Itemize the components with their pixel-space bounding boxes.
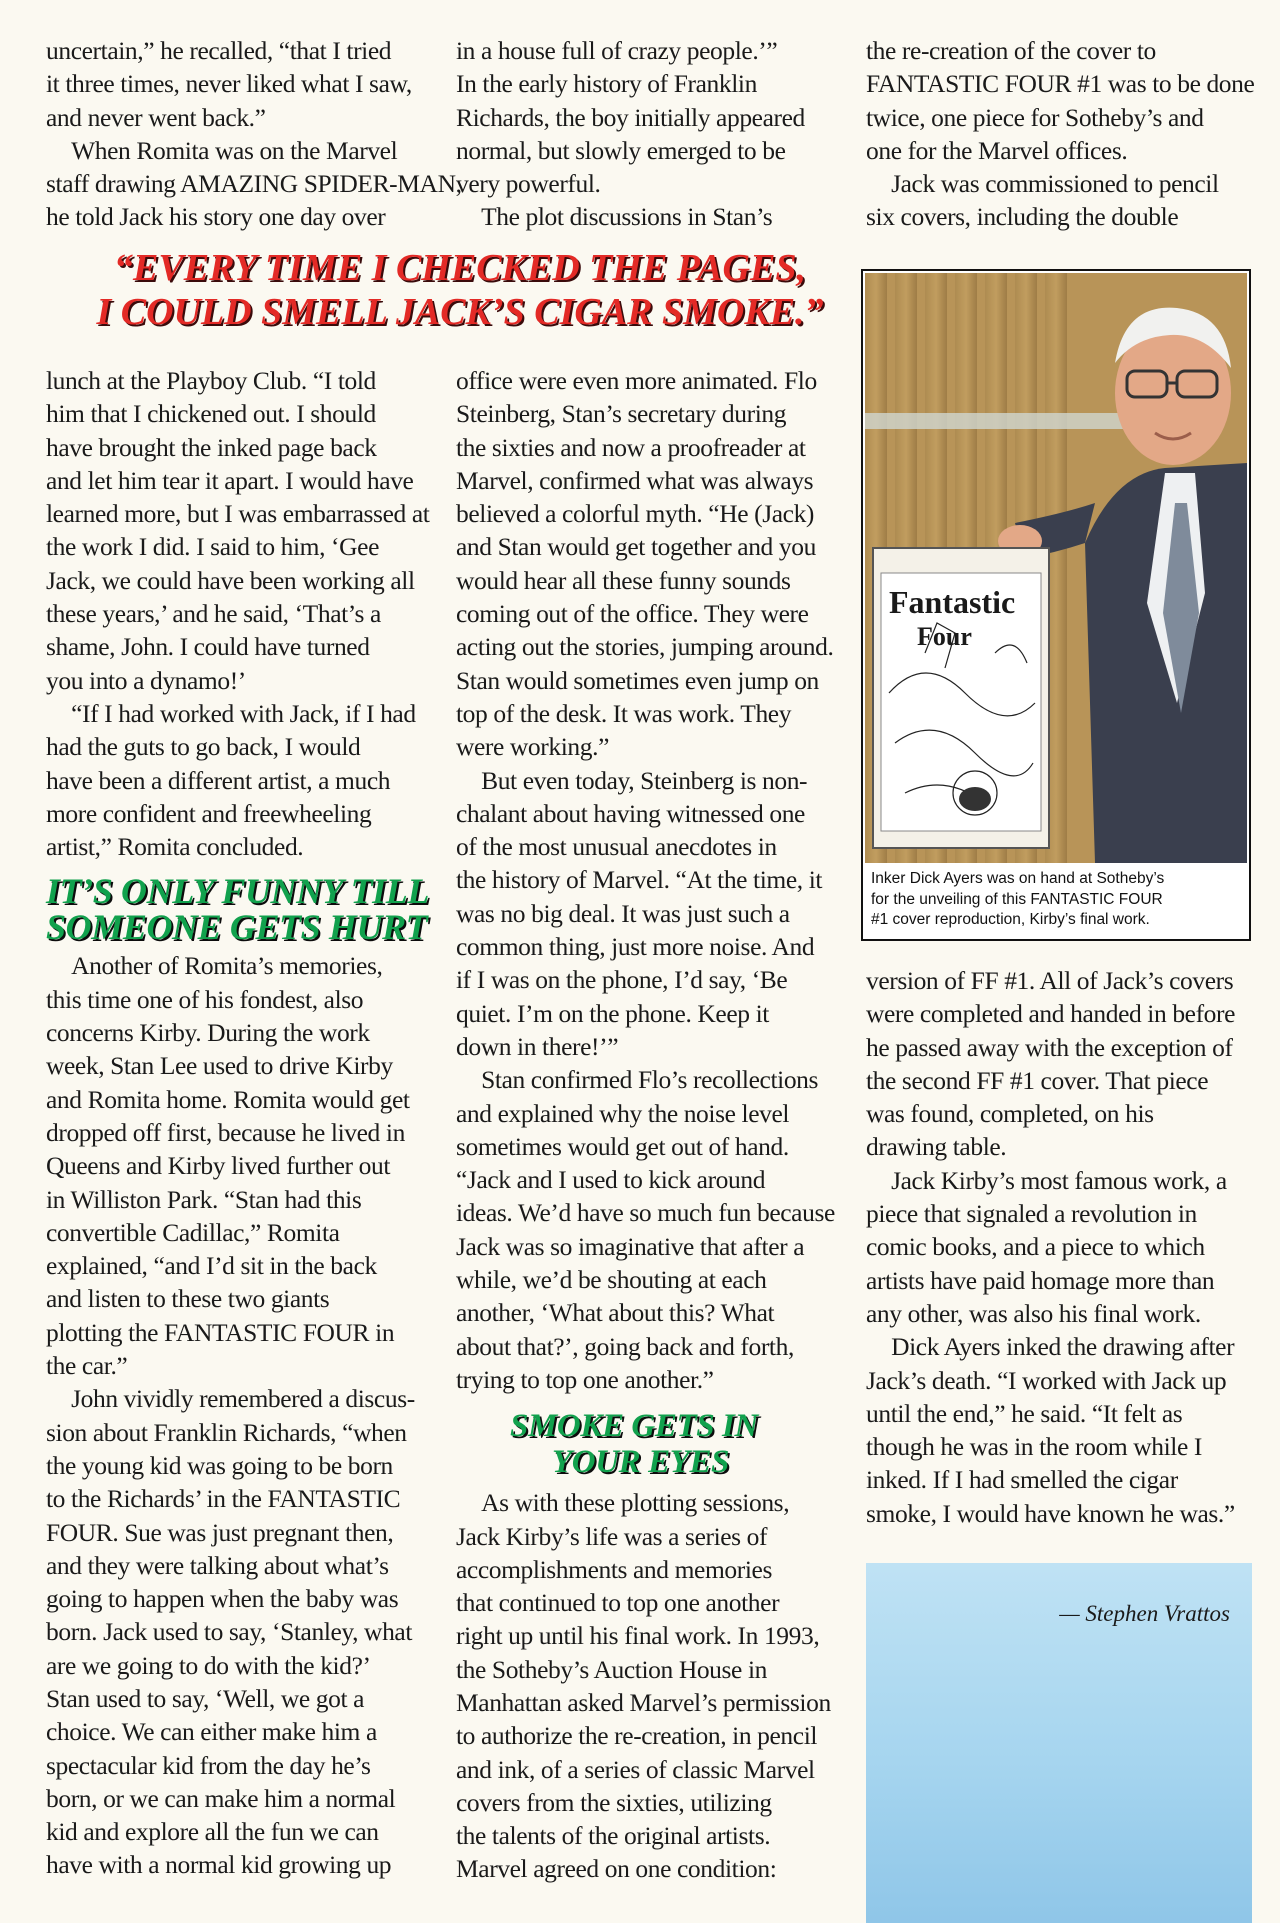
column-3-body xyxy=(866,964,1261,1530)
text-line: believed a colorful myth. “He (Jack) xyxy=(456,499,815,529)
cover-title: Fantastic xyxy=(889,584,1016,620)
text-line: are we going to do with the kid?’ xyxy=(46,1650,371,1680)
text-line: drawing table. xyxy=(866,1132,1007,1162)
photo-illustration xyxy=(865,273,1247,863)
text-line: plotting the FANTASTIC FOUR in xyxy=(46,1317,395,1347)
caption-line: #1 cover reproduction, Kirby’s final work. xyxy=(871,911,1150,928)
text-line: any other, was also his final work. xyxy=(866,1298,1201,1328)
text-line: have with a normal kid growing up xyxy=(46,1850,392,1880)
byline: — Stephen Vrattos xyxy=(1059,1601,1230,1626)
text-line: inked. If I had smelled the cigar xyxy=(866,1465,1178,1495)
column-3-top xyxy=(866,34,1261,234)
text-line: the sixties and now a proofreader at xyxy=(456,432,806,462)
text-line: artist,” Romita concluded. xyxy=(46,832,304,862)
text-line: and let him tear it apart. I would have xyxy=(46,465,414,495)
text-line: shame, John. I could have turned xyxy=(46,632,370,662)
text-line: kid and explore all the fun we can xyxy=(46,1817,379,1847)
column-2-top xyxy=(456,34,851,234)
pull-quote-line: “EVERY TIME I CHECKED THE PAGES, xyxy=(114,247,806,289)
text-line: lunch at the Playboy Club. “I told xyxy=(46,366,376,395)
text-line: Stan confirmed Flo’s recollections xyxy=(456,1065,819,1095)
text-line: and explained why the noise level xyxy=(456,1098,790,1128)
text-line: When Romita was on the Marvel xyxy=(46,135,398,165)
text-line: dropped off first, because he lived in xyxy=(46,1117,405,1147)
text-line: very powerful. xyxy=(456,169,601,199)
text-line: FANTASTIC FOUR #1 was to be done xyxy=(866,69,1255,99)
cover-title: Four xyxy=(917,622,972,651)
text-line: trying to top one another.” xyxy=(456,1364,714,1394)
text-line: quiet. I’m on the phone. Keep it xyxy=(456,998,769,1028)
text-line: Manhattan asked Marvel’s permission xyxy=(456,1687,831,1717)
pull-quote xyxy=(60,246,860,334)
text-line: of the most unusual anecdotes in xyxy=(456,832,777,862)
text-line: FOUR. Sue was just pregnant then, xyxy=(46,1517,394,1547)
text-line: sometimes would get out of hand. xyxy=(456,1131,789,1161)
column-1-body xyxy=(46,364,441,1882)
photo-dick-ayers xyxy=(865,273,1247,863)
text-line: it three times, never liked what I saw, xyxy=(46,69,412,99)
section-heading: YOUR EYES xyxy=(552,1444,730,1481)
text-line: Another of Romita’s memories, xyxy=(46,951,383,981)
text-line: him that I chickened out. I should xyxy=(46,399,376,429)
text-line: born, or we can make him a normal xyxy=(46,1783,396,1813)
text-line: smoke, I would have known he was.” xyxy=(866,1498,1235,1528)
section-heading: SMOKE GETS IN xyxy=(510,1408,758,1445)
column-2-body xyxy=(456,364,851,1886)
text-line: The plot discussions in Stan’s xyxy=(456,202,773,232)
text-line: going to happen when the baby was xyxy=(46,1584,399,1614)
text-line: explained, “and I’d sit in the back xyxy=(46,1251,377,1281)
text-line: had the guts to go back, I would xyxy=(46,732,361,762)
text-line: comic books, and a piece to which xyxy=(866,1232,1205,1262)
text-line: the Sotheby’s Auction House in xyxy=(456,1654,767,1684)
text-line: acting out the stories, jumping around. xyxy=(456,632,834,662)
text-line: piece that signaled a revolution in xyxy=(866,1199,1197,1229)
text-line: have brought the inked page back xyxy=(46,432,377,462)
text-line: convertible Cadillac,” Romita xyxy=(46,1217,340,1247)
text-line: were working.” xyxy=(456,732,610,762)
text-line: and Romita home. Romita would get xyxy=(46,1084,410,1114)
section-heading: IT’S ONLY FUNNY TILL xyxy=(46,871,429,912)
text-line: choice. We can either make him a xyxy=(46,1717,377,1747)
section-heading: SOMEONE GETS HURT xyxy=(46,907,428,948)
text-line: In the early history of Franklin xyxy=(456,69,757,99)
text-line: about that?’, going back and forth, xyxy=(456,1331,794,1361)
text-line: and ink, of a series of classic Marvel xyxy=(456,1754,815,1784)
text-line: have been a different artist, a much xyxy=(46,765,391,795)
text-line: Stan used to say, ‘Well, we got a xyxy=(46,1683,365,1713)
caption-line: Inker Dick Ayers was on hand at Sotheby’s xyxy=(871,870,1165,887)
text-line: and never went back.” xyxy=(46,102,266,132)
text-line: the young kid was going to be born xyxy=(46,1450,393,1480)
text-line: accomplishments and memories xyxy=(456,1554,772,1584)
text-line: top of the desk. It was work. They xyxy=(456,698,792,728)
text-line: another, ‘What about this? What xyxy=(456,1298,775,1328)
text-line: though he was in the room while I xyxy=(866,1432,1202,1462)
text-line: he passed away with the exception of xyxy=(866,1032,1233,1062)
photo-caption xyxy=(871,869,1243,931)
text-line: this time one of his fondest, also xyxy=(46,984,364,1014)
text-line: these years,’ and he said, ‘That’s a xyxy=(46,599,381,629)
text-line: Dick Ayers inked the drawing after xyxy=(866,1332,1235,1362)
byline-box xyxy=(866,1563,1252,1923)
text-line: was no big deal. It was just such a xyxy=(456,898,790,928)
text-line: while, we’d be shouting at each xyxy=(456,1265,767,1295)
text-line: Jack, we could have been working all xyxy=(46,565,415,595)
text-line: covers from the sixties, utilizing xyxy=(456,1787,772,1817)
text-line: Richards, the boy initially appeared xyxy=(456,102,805,132)
text-line: more confident and freewheeling xyxy=(46,798,372,828)
text-line: As with these plotting sessions, xyxy=(456,1488,790,1518)
text-line: and listen to these two giants xyxy=(46,1284,330,1314)
text-line: Jack was commissioned to pencil xyxy=(866,169,1219,199)
text-line: six covers, including the double xyxy=(866,202,1179,232)
text-line: Stan would sometimes even jump on xyxy=(456,665,819,695)
pull-quote-line: I COULD SMELL JACK’S CIGAR SMOKE.” xyxy=(96,291,824,333)
text-line: the second FF #1 cover. That piece xyxy=(866,1065,1209,1095)
text-line: Marvel agreed on one condition: xyxy=(456,1854,777,1884)
text-line: born. Jack used to say, ‘Stanley, what xyxy=(46,1617,413,1647)
text-line: the car.” xyxy=(46,1351,128,1381)
text-line: Steinberg, Stan’s secretary during xyxy=(456,399,787,429)
text-line: But even today, Steinberg is non- xyxy=(456,765,808,795)
text-line: the work I did. I said to him, ‘Gee xyxy=(46,532,380,562)
text-line: to authorize the re-creation, in pencil xyxy=(456,1721,818,1751)
text-line: office were even more animated. Flo xyxy=(456,366,817,395)
column-1-top xyxy=(46,34,462,234)
text-line: version of FF #1. All of Jack’s covers xyxy=(866,966,1234,995)
text-line: twice, one piece for Sotheby’s and xyxy=(866,102,1204,132)
text-line: in a house full of crazy people.’” xyxy=(456,36,778,65)
text-line: Jack Kirby’s life was a series of xyxy=(456,1521,768,1551)
text-line: down in there!’” xyxy=(456,1031,619,1061)
text-line: and they were talking about what’s xyxy=(46,1550,389,1580)
text-line: “Jack and I used to kick around xyxy=(456,1165,766,1195)
text-line: Jack Kirby’s most famous work, a xyxy=(866,1165,1227,1195)
text-line: Jack was so imaginative that after a xyxy=(456,1231,805,1261)
text-line: uncertain,” he recalled, “that I tried xyxy=(46,36,392,65)
text-line: would hear all these funny sounds xyxy=(456,565,791,595)
text-line: Marvel, confirmed what was always xyxy=(456,465,814,495)
text-line: chalant about having witnessed one xyxy=(456,798,805,828)
text-line: he told Jack his story one day over xyxy=(46,202,386,232)
text-line: and Stan would get together and you xyxy=(456,532,816,562)
text-line: staff drawing AMAZING SPIDER-MAN, xyxy=(46,169,462,199)
text-line: to the Richards’ in the FANTASTIC xyxy=(46,1484,401,1514)
text-line: were completed and handed in before xyxy=(866,999,1236,1029)
text-line: normal, but slowly emerged to be xyxy=(456,135,786,165)
text-line: until the end,” he said. “It felt as xyxy=(866,1398,1183,1428)
text-line: ideas. We’d have so much fun because xyxy=(456,1198,835,1228)
text-line: you into a dynamo!’ xyxy=(46,665,246,695)
text-line: the history of Marvel. “At the time, it xyxy=(456,865,823,895)
photo-box xyxy=(861,269,1251,941)
text-line: Queens and Kirby lived further out xyxy=(46,1151,391,1181)
text-line: was found, completed, on his xyxy=(866,1099,1154,1129)
text-line: artists have paid homage more than xyxy=(866,1265,1215,1295)
caption-line: for the unveiling of this FANTASTIC FOUR xyxy=(871,890,1163,908)
text-line: one for the Marvel offices. xyxy=(866,135,1128,165)
text-line: “If I had worked with Jack, if I had xyxy=(46,698,416,728)
text-line: right up until his final work. In 1993, xyxy=(456,1621,820,1651)
text-line: in Williston Park. “Stan had this xyxy=(46,1184,362,1214)
text-line: learned more, but I was embarrassed at xyxy=(46,499,430,529)
text-line: Jack’s death. “I worked with Jack up xyxy=(866,1365,1227,1395)
text-line: that continued to top one another xyxy=(456,1588,780,1618)
text-line: the talents of the original artists. xyxy=(456,1821,771,1851)
text-line: common thing, just more noise. And xyxy=(456,932,815,962)
text-line: coming out of the office. They were xyxy=(456,599,809,629)
text-line: the re-creation of the cover to xyxy=(866,36,1156,65)
text-line: if I was on the phone, I’d say, ‘Be xyxy=(456,965,788,995)
text-line: week, Stan Lee used to drive Kirby xyxy=(46,1051,393,1081)
text-line: concerns Kirby. During the work xyxy=(46,1018,370,1048)
text-line: John vividly remembered a discus- xyxy=(46,1384,415,1414)
text-line: sion about Franklin Richards, “when xyxy=(46,1417,407,1447)
text-line: spectacular kid from the day he’s xyxy=(46,1750,371,1780)
